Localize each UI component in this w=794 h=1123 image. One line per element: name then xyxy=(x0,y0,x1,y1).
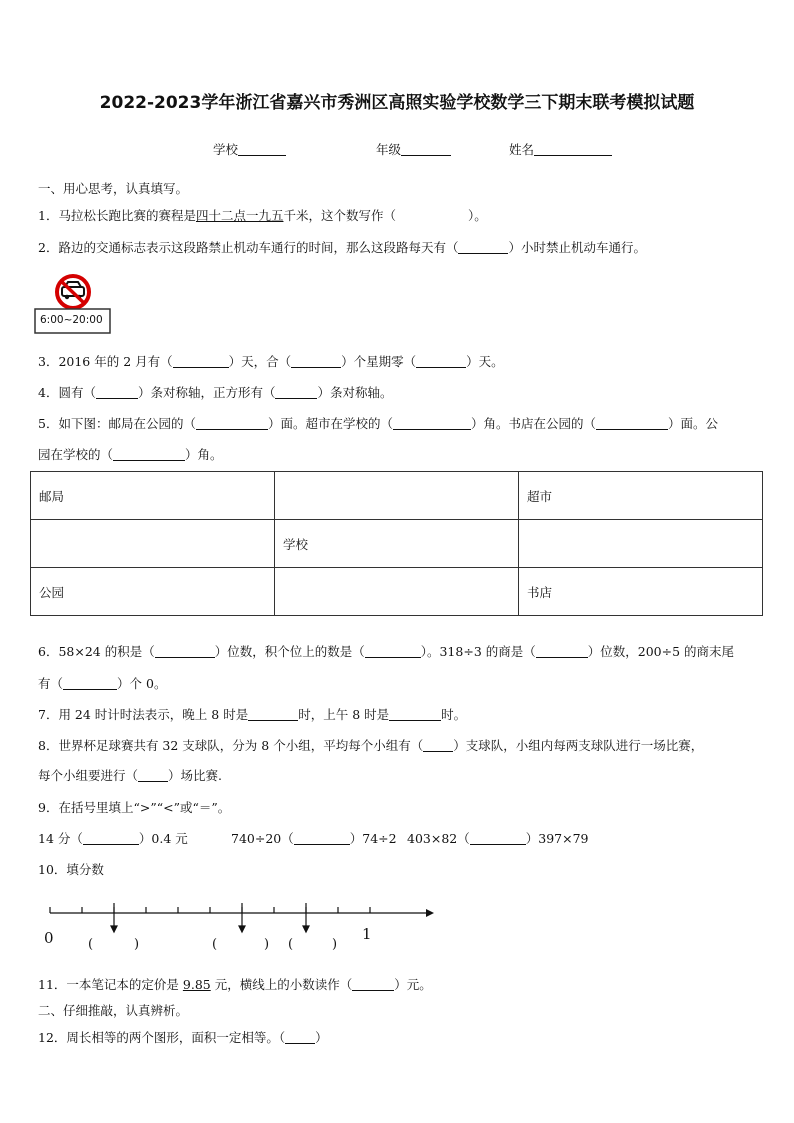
q6-blank-1[interactable] xyxy=(155,645,215,658)
q4-text: 4．圆有（ xyxy=(38,385,96,400)
q1-underlined: 四十二点一九五 xyxy=(195,208,284,223)
q3-blank-2[interactable] xyxy=(291,355,341,368)
q9-text-2b: ）74÷2 xyxy=(349,831,397,846)
q6-blank-2[interactable] xyxy=(365,645,421,658)
fraction-blank-1-open[interactable]: ( xyxy=(88,937,94,952)
grid-cell-empty xyxy=(31,520,275,568)
grade-field xyxy=(376,142,451,158)
q5-blank-4[interactable] xyxy=(113,448,185,461)
name-field xyxy=(509,142,612,158)
grid-cell-empty xyxy=(519,520,763,568)
q6-text-3: ）。318÷3 的商是（ xyxy=(420,644,536,659)
grid-cell-post-office: 邮局 xyxy=(31,472,275,520)
grid-cell-park: 公园 xyxy=(31,568,275,616)
number-line-zero: 0 xyxy=(44,929,54,947)
q11-text: 11．一本笔记本的定价是 xyxy=(38,977,183,992)
q8-text: 8．世界杯足球赛共有 32 支球队，分为 8 个小组，平均每个小组有（ xyxy=(38,738,424,753)
q6-text-4: ）位数，200÷5 的商末尾 xyxy=(587,644,735,659)
q9-compare-1 xyxy=(38,831,188,847)
q9-compare-3 xyxy=(407,831,589,847)
number-line-one: 1 xyxy=(362,925,372,943)
q6-blank-4[interactable] xyxy=(63,677,117,690)
q3-blank-1[interactable] xyxy=(173,355,229,368)
grid-cell-empty xyxy=(275,568,519,616)
name-blank[interactable] xyxy=(534,143,612,156)
q2-text: 2．路边的交通标志表示这段路禁止机动车通行的时间，那么这段路每天有（ xyxy=(38,240,459,255)
q6-blank-3[interactable] xyxy=(536,645,588,658)
q5-text-2: ）面。超市在学校的（ xyxy=(267,416,393,431)
number-line-svg xyxy=(40,895,440,955)
pointer-3-arrow-icon xyxy=(303,926,309,932)
question-9-prompt: 9．在括号里填上“>”“<”或“＝”。 xyxy=(38,800,231,815)
traffic-sign xyxy=(32,274,112,336)
q3-text-3: ）个星期零（ xyxy=(341,354,417,369)
q3-text-2: ）天，合（ xyxy=(228,354,292,369)
q9-text-3a: 403×82（ xyxy=(407,831,470,846)
fraction-blank-3-open[interactable]: ( xyxy=(288,937,294,952)
q9-text-1a: 14 分（ xyxy=(38,831,83,846)
q2-answer-blank[interactable] xyxy=(458,241,508,254)
q6-text: 6．58×24 的积是（ xyxy=(38,644,155,659)
grade-blank[interactable] xyxy=(401,143,451,156)
page-title: 2022-2023学年浙江省嘉兴市秀洲区高照实验学校数学三下期末联考模拟试题 xyxy=(99,93,695,113)
q8-text-3: 每个小组要进行（ xyxy=(38,768,139,783)
question-7 xyxy=(38,707,466,723)
q8-blank-2[interactable] xyxy=(138,769,168,782)
q9-text-3b: ）397×79 xyxy=(525,831,589,846)
q9-blank-2[interactable] xyxy=(294,832,350,845)
section-2-heading: 二、仔细推敲，认真辨析。 xyxy=(38,1003,189,1018)
q7-text-3: 时。 xyxy=(441,707,467,722)
grid-row xyxy=(31,568,763,616)
q5-blank-1[interactable] xyxy=(196,417,268,430)
q6-text-6: ）个 0。 xyxy=(117,676,167,691)
question-8-line-2 xyxy=(38,768,222,784)
q12-blank[interactable] xyxy=(285,1031,315,1044)
q1-text-end: ）。 xyxy=(468,208,487,223)
q4-blank-1[interactable] xyxy=(96,386,138,399)
fraction-blank-3-close: ) xyxy=(332,937,338,952)
q7-blank-2[interactable] xyxy=(389,708,441,721)
grid-row xyxy=(31,472,763,520)
question-10-prompt: 10．填分数 xyxy=(38,862,104,877)
q3-text-4: ）天。 xyxy=(466,354,504,369)
name-label: 姓名 xyxy=(509,142,535,157)
grid-cell-empty xyxy=(275,472,519,520)
number-line-ticks xyxy=(50,907,370,913)
pointer-1-arrow-icon xyxy=(111,926,117,932)
question-8-line-1 xyxy=(38,738,703,754)
q5-blank-3[interactable] xyxy=(596,417,668,430)
q7-text: 7．用 24 时计时法表示，晚上 8 时是 xyxy=(38,707,249,722)
question-5-line-2 xyxy=(38,447,223,463)
q8-blank-1[interactable] xyxy=(423,739,453,752)
fraction-blank-1-close: ) xyxy=(134,937,140,952)
q5-blank-2[interactable] xyxy=(393,417,471,430)
grid-cell-bookstore: 书店 xyxy=(519,568,763,616)
question-12 xyxy=(38,1030,328,1046)
q7-text-2: 时，上午 8 时是 xyxy=(298,707,390,722)
q11-text-2: 元，横线上的小数读作（ xyxy=(210,977,353,992)
q5-text-5: 园在学校的（ xyxy=(38,447,114,462)
q9-text-1b: ）0.4 元 xyxy=(138,831,188,846)
grid-row xyxy=(31,520,763,568)
school-field xyxy=(213,142,286,158)
number-line xyxy=(40,895,440,955)
question-4 xyxy=(38,385,392,401)
q9-compare-2 xyxy=(231,831,397,847)
q7-blank-1[interactable] xyxy=(248,708,298,721)
q1-text: 1．马拉松长跑比赛的赛程是 xyxy=(38,208,196,223)
q1-text-2: 千米，这个数写作（ xyxy=(283,208,396,223)
fraction-blank-2-close: ) xyxy=(264,937,270,952)
grid-cell-supermarket: 超市 xyxy=(519,472,763,520)
q3-blank-3[interactable] xyxy=(416,355,466,368)
question-5-line-1 xyxy=(38,416,718,432)
question-1 xyxy=(38,208,487,224)
q6-text-2: ）位数，积个位上的数是（ xyxy=(214,644,365,659)
pointer-2-arrow-icon xyxy=(239,926,245,932)
q11-underlined: 9.85 xyxy=(182,977,211,992)
q5-text-6: ）角。 xyxy=(185,447,223,462)
q12-text-2: ） xyxy=(315,1030,328,1045)
q11-blank[interactable] xyxy=(352,978,394,991)
q9-blank-1[interactable] xyxy=(83,832,139,845)
q5-text-4: ）面。公 xyxy=(668,416,719,431)
section-1-heading: 一、用心思考，认真填写。 xyxy=(38,181,189,196)
q9-text-2a: 740÷20（ xyxy=(231,831,294,846)
q8-text-4: ）场比赛. xyxy=(168,768,222,783)
q11-text-3: ）元。 xyxy=(394,977,432,992)
question-2 xyxy=(38,240,646,256)
question-11 xyxy=(38,977,432,993)
grid-cell-school: 学校 xyxy=(275,520,519,568)
school-label: 学校 xyxy=(213,142,239,157)
sign-time-label: 6:00~20:00 xyxy=(40,314,103,326)
fraction-blank-2-open[interactable]: ( xyxy=(212,937,218,952)
q12-text: 12．周长相等的两个图形，面积一定相等。（ xyxy=(38,1030,286,1045)
q3-text: 3．2016 年的 2 月有（ xyxy=(38,354,173,369)
q8-text-2: ）支球队，小组内每两支球队进行一场比赛， xyxy=(453,738,704,753)
q9-blank-3[interactable] xyxy=(470,832,526,845)
q2-text-2: ）小时禁止机动车通行。 xyxy=(508,240,646,255)
location-map-grid xyxy=(30,471,763,616)
question-3 xyxy=(38,354,504,370)
grade-label: 年级 xyxy=(376,142,402,157)
q6-text-5: 有（ xyxy=(38,676,64,691)
q4-text-2: ）条对称轴，正方形有（ xyxy=(137,385,276,400)
q4-blank-2[interactable] xyxy=(275,386,317,399)
q5-text-3: ）角。书店在公园的（ xyxy=(470,416,596,431)
q4-text-3: ）条对称轴。 xyxy=(317,385,393,400)
no-motor-vehicle-icon xyxy=(32,274,112,336)
q5-text: 5．如下图：邮局在公园的（ xyxy=(38,416,196,431)
school-blank[interactable] xyxy=(238,143,286,156)
question-6-line-2 xyxy=(38,676,166,692)
number-line-arrow-icon xyxy=(426,909,434,917)
question-6-line-1 xyxy=(38,644,734,660)
